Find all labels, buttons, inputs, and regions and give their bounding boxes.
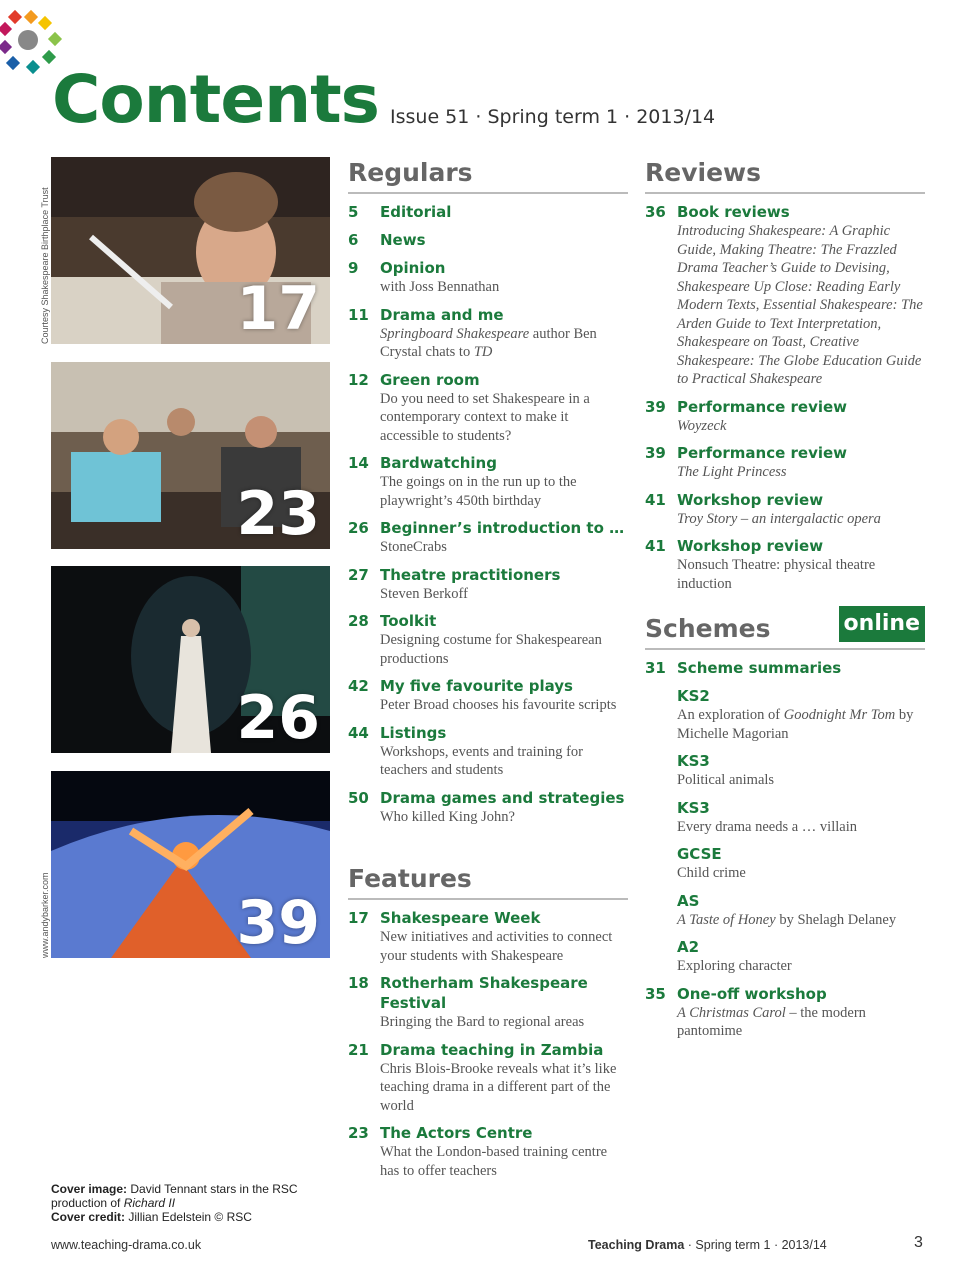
page-title: Contents (52, 61, 379, 138)
entry-title[interactable]: Listings (380, 723, 447, 742)
entry-title[interactable]: KS3 (677, 752, 710, 770)
desc-text: Woyzeck (677, 417, 727, 434)
desc-text: Do you need to set Shakespeare in a contemporary context to make it accessible to students? (380, 390, 590, 444)
entry-title[interactable]: Workshop review (677, 537, 824, 555)
page-ref: 39 (645, 397, 666, 416)
entry-description (677, 510, 925, 529)
entry-title[interactable]: My five favourite plays (380, 677, 573, 695)
page-ref (645, 937, 677, 976)
page-ref: 35 (645, 984, 666, 1003)
entry-description (380, 538, 628, 557)
entry-body (380, 453, 628, 510)
entry-body (677, 443, 925, 482)
entry-title[interactable]: Opinion (380, 259, 446, 277)
page-ref: 27 (348, 565, 369, 584)
toc-entry[interactable] (348, 1040, 628, 1116)
entry-description (380, 473, 628, 510)
schemes-heading (645, 612, 925, 650)
page-ref: 26 (348, 519, 369, 537)
photo-26[interactable] (51, 566, 330, 753)
entry-description (380, 631, 628, 668)
desc-text: author Ben Crystal chats to (380, 325, 597, 360)
desc-text: Every drama needs a … villain (677, 818, 857, 835)
entry-title[interactable]: Green room (380, 370, 480, 389)
page-ref: 18 (348, 974, 369, 992)
issue-label: Issue 51 · Spring term 1 · 2013/14 (390, 106, 716, 128)
entry-description (677, 222, 925, 389)
entry-description (677, 818, 925, 837)
toc-entry[interactable] (348, 305, 628, 362)
toc-entry[interactable] (645, 844, 925, 883)
entry-title[interactable]: KS2 (677, 687, 710, 705)
desc-text: Workshops, events and training for teachers and students (380, 743, 583, 778)
entry-title[interactable]: Drama and me (380, 305, 504, 324)
photo-23[interactable] (51, 362, 330, 549)
entry-title[interactable]: Drama teaching in Zambia (380, 1040, 604, 1059)
entry-body (380, 676, 628, 715)
desc-italic: Springboard Shakespeare (380, 325, 530, 342)
entry-description (380, 928, 628, 965)
page-ref: 6 (348, 231, 359, 249)
toc-entry[interactable] (348, 908, 628, 965)
desc-text: An exploration of (677, 707, 784, 723)
entry-body (677, 751, 925, 790)
regulars-heading: Regulars (348, 156, 628, 194)
page-ref: 39 (645, 444, 666, 462)
page-ref: 44 (348, 723, 369, 742)
photo-39[interactable] (51, 771, 330, 958)
cover-image-title: Richard II (123, 1196, 176, 1210)
toc-entry[interactable] (348, 788, 628, 827)
desc-text: StoneCrabs (380, 539, 447, 555)
desc-text: Introducing Shakespeare: A Graphic Guide, Making Theatre: The Frazzled Drama Teacher’s Guide to Devising, Shakespeare Up Close: Reading Early Modern Texts, Essential Shakespeare: The Arden Guide to Text Interpretation, Shakespeare on Toast, Creative Shakespeare: The Globe Education Guide to Practical Shakespeare (677, 223, 923, 387)
entry-title[interactable]: Theatre practitioners (380, 565, 561, 584)
photo-17[interactable] (51, 157, 330, 344)
entry-body (380, 518, 628, 557)
page-number: 3 (914, 1234, 923, 1251)
toc-entry[interactable] (348, 258, 628, 297)
entry-title[interactable]: A2 (677, 938, 700, 956)
entry-body (380, 230, 628, 250)
reviews-list (645, 202, 925, 593)
desc-text: What the London-based training centre has to offer teachers (380, 1144, 608, 1179)
desc-text: New initiatives and activities to connect your students with Shakespeare (380, 929, 613, 964)
entry-title[interactable]: GCSE (677, 845, 722, 863)
desc-text: Nonsuch Theatre: physical theatre induction (677, 557, 876, 592)
toc-entry[interactable] (645, 397, 925, 436)
cover-image-label: Cover image: (51, 1182, 128, 1196)
desc-italic: A Christmas Carol (677, 1004, 786, 1021)
desc-italic: A Taste of Honey (677, 911, 776, 928)
photo-page-number: 23 (236, 479, 320, 549)
toc-entry[interactable] (348, 565, 628, 604)
entry-description (677, 957, 925, 976)
desc-text: The goings on in the run up to the playwright’s 450th birthday (380, 474, 577, 509)
toc-entry[interactable] (645, 937, 925, 976)
desc-text: Troy Story – an intergalactic opera (677, 510, 881, 527)
entry-title[interactable]: Performance review (677, 397, 848, 416)
schemes-heading-label: Schemes (645, 614, 771, 643)
page-ref: 50 (348, 788, 369, 807)
entry-body (677, 844, 925, 883)
entry-title[interactable]: One-off workshop (677, 984, 827, 1003)
entry-title[interactable]: Editorial (380, 203, 452, 221)
entry-title[interactable]: AS (677, 891, 700, 910)
desc-text: Exploring character (677, 958, 792, 974)
page-ref: 14 (348, 454, 369, 472)
entry-body (677, 937, 925, 976)
toc-entry[interactable] (348, 202, 628, 222)
schemes-column (645, 612, 925, 1049)
toc-entry[interactable] (645, 984, 925, 1041)
page-ref (645, 686, 677, 743)
page-ref (645, 798, 677, 837)
entry-description (380, 1013, 628, 1032)
page-ref (645, 751, 677, 790)
toc-entry[interactable] (348, 973, 628, 1032)
entry-title[interactable]: News (380, 231, 426, 249)
toc-entry[interactable] (348, 723, 628, 780)
toc-entry[interactable] (645, 443, 925, 482)
page-ref (645, 844, 677, 883)
desc-text: – the modern pantomime (677, 1004, 866, 1039)
desc-italic: TD (473, 344, 493, 360)
desc-text: Chris Blois-Brooke reveals what it’s like teaching drama in a different part of the world (380, 1060, 617, 1114)
entry-description (677, 556, 925, 593)
page-ref: 17 (348, 909, 369, 927)
page-ref: 42 (348, 677, 369, 695)
entry-body (677, 490, 925, 529)
entry-body (380, 723, 628, 780)
entry-title[interactable]: Beginner’s introduction to … (380, 519, 625, 537)
entry-description (677, 417, 925, 436)
online-badge[interactable]: online (839, 606, 925, 642)
toc-entry[interactable] (348, 1123, 628, 1180)
page-ref: 11 (348, 305, 369, 324)
toc-entry[interactable] (348, 453, 628, 510)
schemes-list (645, 658, 925, 1041)
entry-body (677, 686, 925, 743)
page-ref: 31 (645, 659, 666, 677)
toc-entry[interactable] (645, 891, 925, 930)
entry-description (380, 1143, 628, 1180)
entry-body (677, 891, 925, 930)
entry-body (677, 984, 925, 1041)
page-ref: 36 (645, 203, 666, 221)
features-list (348, 908, 628, 1180)
entry-title[interactable]: The Actors Centre (380, 1124, 533, 1142)
page-ref: 41 (645, 490, 666, 509)
entry-body (380, 1123, 628, 1180)
entry-body (380, 1040, 628, 1116)
regulars-column (348, 156, 628, 834)
entry-body (677, 202, 925, 389)
desc-text: Designing costume for Shakespearean productions (380, 632, 602, 667)
toc-entry[interactable] (645, 202, 925, 389)
entry-title[interactable]: Bardwatching (380, 454, 497, 472)
desc-text: Who killed King John? (380, 808, 515, 825)
entry-description (380, 390, 628, 446)
cover-credit-text: Jillian Edelstein © RSC (125, 1210, 252, 1224)
toc-entry[interactable] (645, 798, 925, 837)
desc-text: Political animals (677, 772, 775, 788)
entry-title[interactable]: Shakespeare Week (380, 909, 541, 927)
desc-text: by Shelagh Delaney (775, 911, 897, 928)
entry-body (380, 908, 628, 965)
page-ref: 28 (348, 612, 369, 630)
photo-page-number: 17 (236, 274, 320, 344)
entry-description (677, 706, 925, 743)
entry-body (380, 258, 628, 297)
desc-text: Bringing the Bard to regional areas (380, 1014, 585, 1030)
page-ref (645, 891, 677, 930)
entry-title[interactable]: Scheme summaries (677, 659, 842, 677)
photo-credit: Courtesy Shakespeare Birthplace Trust (40, 187, 50, 344)
photo-credit: www.andybarker.com (40, 872, 50, 958)
page-ref: 23 (348, 1124, 369, 1142)
entry-body (677, 658, 925, 678)
toc-entry[interactable] (645, 490, 925, 529)
toc-entry[interactable] (348, 230, 628, 250)
desc-text: Steven Berkoff (380, 585, 468, 602)
entry-body (380, 565, 628, 604)
website-link[interactable]: www.teaching-drama.co.uk (51, 1238, 202, 1252)
features-column (348, 862, 628, 1188)
toc-entry[interactable] (645, 536, 925, 593)
page-ref: 21 (348, 1040, 369, 1059)
entry-description (677, 911, 925, 930)
entry-description (380, 808, 628, 827)
entry-description (677, 771, 925, 790)
desc-text: by Michelle Magorian (677, 707, 914, 742)
desc-text: Peter Broad chooses his favourite scripts (380, 697, 617, 713)
entry-description (380, 696, 628, 715)
toc-entry[interactable] (645, 686, 925, 743)
entry-title[interactable]: Workshop review (677, 490, 824, 509)
footer-issue-text: · Spring term 1 · 2013/14 (684, 1238, 827, 1252)
entry-description (380, 1060, 628, 1116)
desc-text: Child crime (677, 865, 746, 881)
entry-description (677, 1004, 925, 1041)
entry-body (677, 536, 925, 593)
entry-body (380, 611, 628, 668)
toc-entry[interactable] (645, 751, 925, 790)
page-ref: 12 (348, 370, 369, 389)
toc-entry[interactable] (645, 658, 925, 678)
entry-title[interactable]: Book reviews (677, 203, 790, 221)
features-heading: Features (348, 862, 628, 900)
toc-entry[interactable] (348, 518, 628, 557)
entry-body (677, 798, 925, 837)
page-ref: 5 (348, 203, 359, 221)
entry-description (677, 463, 925, 482)
entry-body (677, 397, 925, 436)
entry-title[interactable]: KS3 (677, 798, 710, 817)
entry-body (380, 370, 628, 446)
desc-italic: Goodnight Mr Tom (783, 707, 896, 723)
entry-description (677, 864, 925, 883)
entry-body (380, 973, 628, 1032)
cover-info (51, 1182, 311, 1224)
cover-credit-label: Cover credit: (51, 1210, 126, 1224)
entry-body (380, 202, 628, 222)
entry-description (380, 743, 628, 780)
toc-entry[interactable] (348, 370, 628, 446)
entry-body (380, 305, 628, 362)
footer-issue (588, 1238, 827, 1252)
desc-text: with Joss Bennathan (380, 279, 500, 295)
entry-title[interactable]: Rotherham Shakespeare Festival (380, 974, 588, 1012)
desc-text: The Light Princess (677, 464, 787, 480)
reviews-column (645, 156, 925, 601)
entry-body (380, 788, 628, 827)
toc-entry[interactable] (348, 676, 628, 715)
entry-title[interactable]: Toolkit (380, 612, 437, 630)
entry-description (380, 325, 628, 362)
page-ref: 9 (348, 259, 359, 277)
cover-image-text: David Tennant stars in the RSC production of (51, 1182, 298, 1210)
photo-page-number: 26 (236, 683, 320, 753)
toc-entry[interactable] (348, 611, 628, 668)
entry-description (380, 278, 628, 297)
page-ref: 41 (645, 537, 666, 555)
photo-page-number: 39 (236, 888, 320, 958)
entry-description (380, 585, 628, 604)
magazine-name: Teaching Drama (588, 1238, 685, 1252)
regulars-list (348, 202, 628, 826)
entry-title[interactable]: Performance review (677, 444, 848, 462)
reviews-heading: Reviews (645, 156, 925, 194)
entry-title[interactable]: Drama games and strategies (380, 788, 625, 807)
